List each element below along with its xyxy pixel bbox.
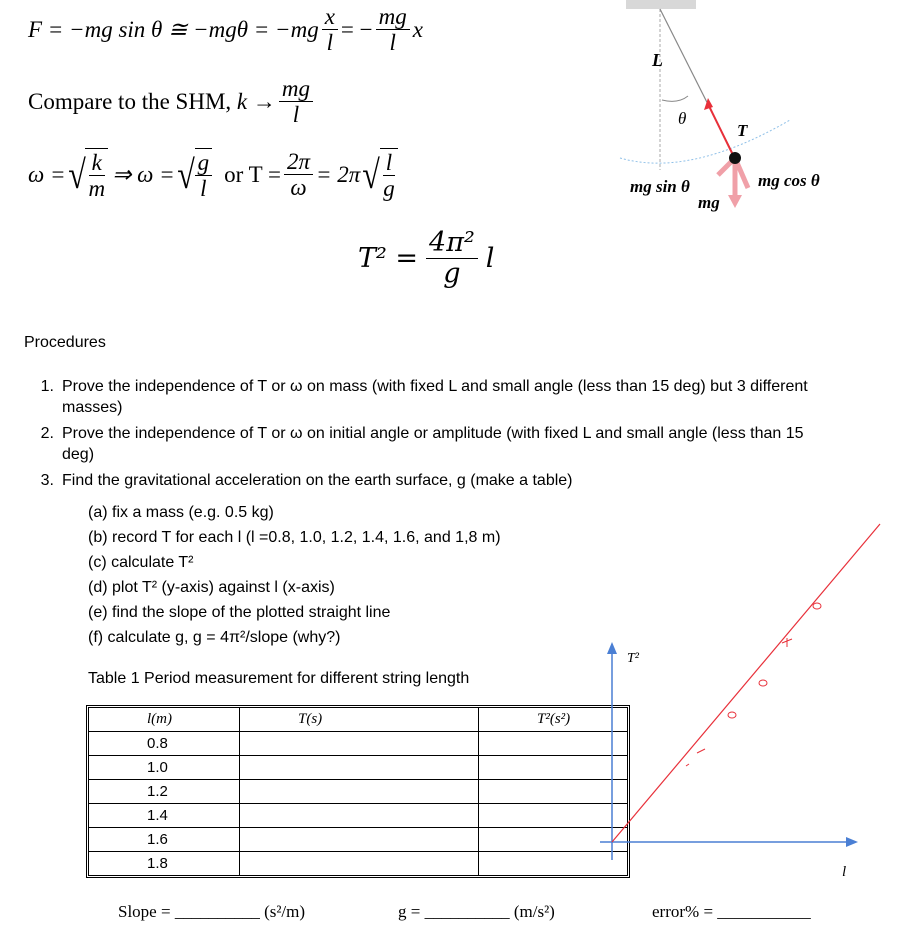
t2-lhs: T² = xyxy=(358,242,419,274)
compare-text: Compare to the SHM, xyxy=(28,88,232,114)
force-eq2: = − xyxy=(340,16,373,42)
force-tail: x xyxy=(412,16,423,42)
label-theta: θ xyxy=(678,109,687,128)
item-text: Prove the independence of T or ω on initial angle or amplitude (with fixed L and small angle (less than 15 deg) xyxy=(62,425,804,463)
equation-omega xyxy=(28,148,398,202)
pendulum-diagram xyxy=(600,0,900,230)
cell-length: 0.8 xyxy=(89,732,240,756)
compare-k: k → xyxy=(236,88,276,114)
frac-den: l xyxy=(389,30,396,56)
t2-vs-l-graph xyxy=(580,520,900,890)
y-axis-label: T² xyxy=(627,651,639,666)
item-num: 3. xyxy=(40,472,54,489)
data-mark xyxy=(728,712,736,718)
item-text: Prove the independence of T or ω on mass (with fixed L and small angle (less than 15 deg) but 3 different masses) xyxy=(62,378,808,416)
data-mark xyxy=(813,603,821,609)
x-axis-arrowhead xyxy=(846,837,858,847)
subitem-list xyxy=(88,500,501,650)
frac-den: m xyxy=(88,176,106,202)
data-mark xyxy=(759,680,767,686)
frac-den: l xyxy=(200,176,207,202)
cell-length: 1.0 xyxy=(89,756,240,780)
sqrt-l-g: √ $\frac{l}{g}$ xyxy=(360,148,397,202)
sqrt-g-l: √ $\frac{g}{l}$ xyxy=(175,148,212,202)
item-num: 2. xyxy=(40,425,54,442)
frac-num: g xyxy=(195,150,213,176)
t2-frac xyxy=(426,228,478,288)
bob xyxy=(729,152,741,164)
equation-force xyxy=(28,4,423,56)
header-period: T(s) xyxy=(240,708,479,732)
data-mark xyxy=(697,749,705,753)
procedure-item-1 xyxy=(24,376,822,418)
slope-field xyxy=(118,902,305,922)
g-blank[interactable]: __________ xyxy=(424,902,510,921)
swing-arc xyxy=(620,120,790,163)
ceiling-support xyxy=(626,0,696,9)
label-mgcos: mg cos θ xyxy=(758,171,820,190)
cell-length: 1.6 xyxy=(89,828,240,852)
table-row xyxy=(89,804,628,828)
table-row xyxy=(89,780,628,804)
table-row xyxy=(89,732,628,756)
cell-period[interactable] xyxy=(240,732,479,756)
table-row xyxy=(89,828,628,852)
table-caption: Table 1 Period measurement for different string length xyxy=(88,670,470,687)
frac-num: x xyxy=(322,4,338,30)
equation-t-squared xyxy=(358,228,494,288)
cell-period[interactable] xyxy=(240,804,479,828)
hand-drawn-marks xyxy=(686,603,821,766)
label-T: T xyxy=(737,121,748,140)
table-row xyxy=(89,852,628,876)
t-eq-2pi: = 2π xyxy=(315,161,361,187)
subitem-c: (c) calculate T² xyxy=(88,554,194,571)
subitem-a: (a) fix a mass (e.g. 0.5 kg) xyxy=(88,504,274,521)
y-axis-arrowhead xyxy=(607,642,617,654)
equation-compare xyxy=(28,76,316,128)
period-table xyxy=(86,705,630,878)
label-L: L xyxy=(652,50,663,70)
slope-label: Slope = xyxy=(118,902,171,921)
cell-period[interactable] xyxy=(240,780,479,804)
compare-frac xyxy=(279,76,313,128)
label-mg: mg xyxy=(698,193,720,212)
cell-period[interactable] xyxy=(240,852,479,876)
cell-length: 1.8 xyxy=(89,852,240,876)
t-frac xyxy=(284,149,313,201)
force-frac1 xyxy=(322,4,338,56)
cell-period[interactable] xyxy=(240,828,479,852)
g-field xyxy=(398,902,555,922)
item-text: Find the gravitational acceleration on the earth surface, g (make a table) xyxy=(62,472,573,489)
subitem-e: (e) find the slope of the plotted straight line xyxy=(88,604,391,621)
frac-den: l xyxy=(326,30,333,56)
item-num: 1. xyxy=(40,378,54,395)
header-length: l(m) xyxy=(89,708,240,732)
x-axis-label: l xyxy=(842,864,847,880)
frac-num: mg xyxy=(279,76,313,102)
frac-den: g xyxy=(443,257,461,289)
force-lhs: F = −mg sin θ ≅ −mgθ = −mg xyxy=(28,16,319,42)
data-mark xyxy=(686,764,689,766)
frac-num: l xyxy=(383,150,395,176)
label-mgsin: mg sin θ xyxy=(630,177,690,196)
header-period-squared: T²(s²) xyxy=(479,708,628,732)
sqrt-k-m: √ $\frac{k}{m}$ xyxy=(66,148,109,202)
force-frac2 xyxy=(376,4,410,56)
subitem-d: (d) plot T² (y-axis) against l (x-axis) xyxy=(88,579,335,596)
frac-num: 4π² xyxy=(426,228,478,259)
table-header-row xyxy=(89,708,628,732)
error-label: error% = xyxy=(652,902,714,921)
procedure-list xyxy=(24,376,822,491)
procedure-item-2 xyxy=(24,423,822,465)
frac-num: k xyxy=(89,150,105,176)
frac-den: g xyxy=(383,176,395,202)
angle-arc xyxy=(662,96,688,101)
subitem-f: (f) calculate g, g = 4π²/slope (why?) xyxy=(88,629,341,646)
table-row xyxy=(89,756,628,780)
frac-num: mg xyxy=(376,4,410,30)
or-text: or T = xyxy=(224,161,281,187)
slope-unit: (s²/m) xyxy=(264,902,306,921)
tension-arrow xyxy=(708,104,733,155)
cell-length: 1.4 xyxy=(89,804,240,828)
slope-blank[interactable]: __________ xyxy=(174,902,260,921)
cell-length: 1.2 xyxy=(89,780,240,804)
omega-implies: ⇒ ω = xyxy=(112,161,175,187)
procedures-heading: Procedures xyxy=(24,334,106,351)
error-field xyxy=(652,902,811,922)
subitem-b: (b) record T for each l (l =0.8, 1.0, 1.2, 1.4, 1.6, and 1,8 m) xyxy=(88,529,501,546)
frac-num: 2π xyxy=(284,149,313,175)
procedure-item-3 xyxy=(24,470,822,491)
omega-lhs: ω = xyxy=(28,161,66,187)
cell-period[interactable] xyxy=(240,756,479,780)
error-blank[interactable]: ___________ xyxy=(717,902,811,921)
g-unit: (m/s²) xyxy=(513,902,555,921)
gravity-arrowhead xyxy=(728,195,742,208)
frac-den: ω xyxy=(290,175,307,201)
g-label: g = xyxy=(398,902,421,921)
frac-den: l xyxy=(292,102,300,128)
fit-line xyxy=(612,524,880,842)
t2-tail: l xyxy=(485,242,495,274)
period-table-grid xyxy=(88,707,628,876)
